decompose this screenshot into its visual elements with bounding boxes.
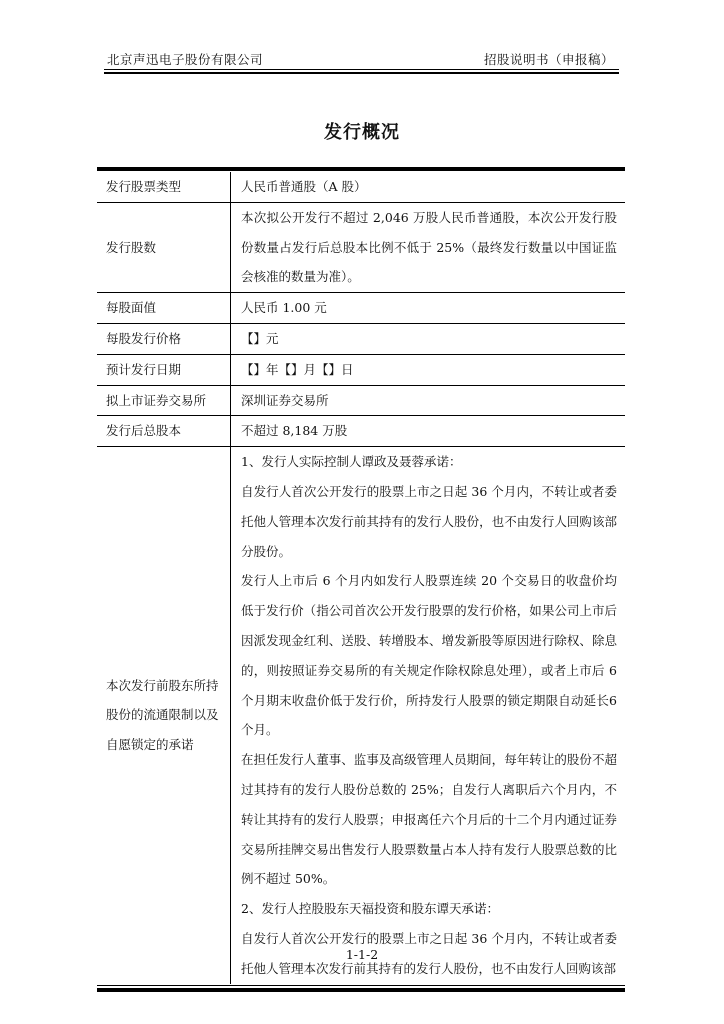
row-value [231, 447, 626, 984]
row-value: 本次拟公开发行不超过 2,046 万股人民币普通股，本次公开发行股份数量占发行后总股本比例不低于 25%（最终发行数量以中国证监会核准的数量为准）。 [231, 202, 626, 292]
row-value: 深圳证券交易所 [231, 385, 626, 416]
table-row-lockup-commitments [97, 447, 625, 984]
lockup-paragraph: 在担任发行人董事、监事及高级管理人员期间，每年转让的股份不超过其持有的发行人股份总数的 25%；自发行人离职后六个月内，不转让其持有的发行人股票；申报离任六个月后的十二个月内通过证券交易所挂牌交易出售发行人股票数量占本人持有发行人股票总数的比例不超过 50%。 [241, 752, 617, 887]
page-number: 1-1-2 [345, 947, 379, 962]
row-value: 人民币 1.00 元 [231, 293, 626, 324]
table-row-total-shares [97, 416, 625, 447]
header-document-type: 招股说明书（申报稿） [483, 52, 614, 67]
row-label: 发行股数 [97, 202, 231, 292]
page-title: 发行概况 [324, 122, 400, 143]
row-label: 发行后总股本 [97, 416, 231, 447]
lockup-paragraph: 2、发行人控股股东天福投资和股东谭天承诺： [241, 901, 499, 917]
row-label: 预计发行日期 [97, 354, 231, 385]
row-label: 每股面值 [97, 293, 231, 324]
row-value: 【】年【】月【】日 [231, 354, 626, 385]
header-company-name: 北京声迅电子股份有限公司 [107, 52, 264, 67]
row-label: 拟上市证券交易所 [97, 385, 231, 416]
table-row-issue-date [97, 354, 625, 385]
lockup-paragraph: 1、发行人实际控制人谭政及聂蓉承诺： [241, 454, 462, 470]
lockup-paragraph: 发行人上市后 6 个月内如发行人股票连续 20 个交易日的收盘价均低于发行价（指公司首次公开发行股票的发行价格，如果公司上市后因派发现金红利、送股、转增股本、增发新股等原因进行除权、除息的，则按照证券交易所的有关规定作除权除息处理），或者上市后 6 个月期末收盘价低于发行价，所持发行人股票的锁定期限自动延长6个月。 [241, 573, 617, 738]
row-label: 本次发行前股东所持股份的流通限制以及自愿锁定的承诺 [97, 447, 231, 984]
header-rule-thick [104, 72, 619, 74]
header-rule-thin [104, 69, 619, 70]
row-value: 不超过 8,184 万股 [231, 416, 626, 447]
lockup-paragraph: 自发行人首次公开发行的股票上市之日起 36 个月内，不转让或者委托他人管理本次发行前其持有的发行人股份，也不由发行人回购该部 [241, 930, 617, 976]
table-row-par-value [97, 293, 625, 324]
table-row-exchange [97, 385, 625, 416]
row-value: 人民币普通股（A 股） [231, 172, 626, 202]
table-row-share-count [97, 202, 625, 292]
row-value: 【】元 [231, 323, 626, 354]
row-label: 发行股票类型 [97, 172, 231, 202]
table-bottom-rule-thick [97, 988, 625, 992]
offering-overview-table [97, 167, 625, 992]
row-label: 每股发行价格 [97, 323, 231, 354]
lockup-paragraph: 自发行人首次公开发行的股票上市之日起 36 个月内，不转让或者委托他人管理本次发行前其持有的发行人股份，也不由发行人回购该部分股份。 [241, 483, 617, 559]
table-top-rule [97, 167, 625, 171]
table-row-issue-price [97, 323, 625, 354]
table-row-stock-type [97, 172, 625, 202]
